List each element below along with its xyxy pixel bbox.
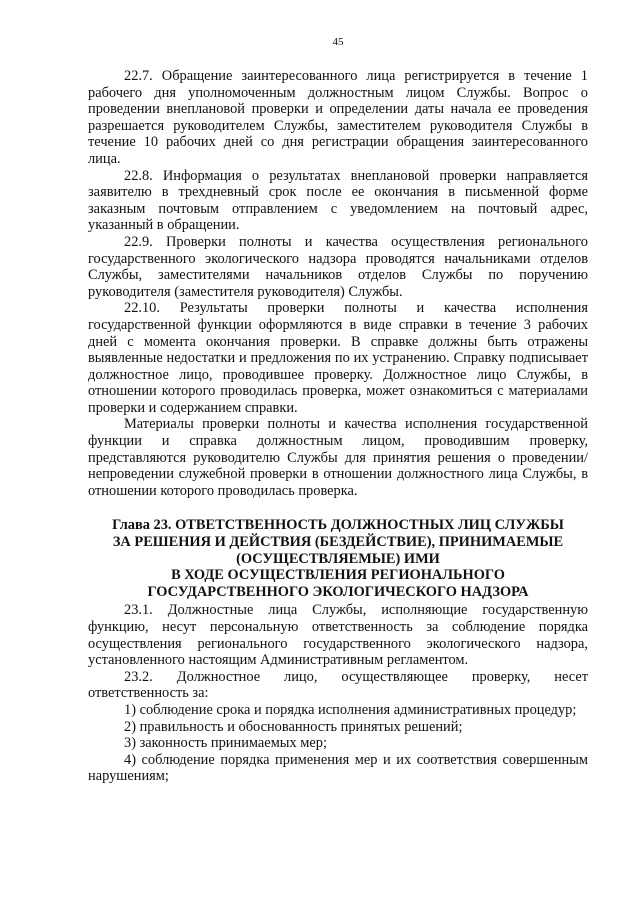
list-item-2: 2) правильность и обоснованность принятых решений; [124,718,463,735]
paragraph-23-1: 23.1. Должностные лица Службы, исполняющие государственную функцию, несут персональную ответственность за соблюдение порядка осуществления регионального государственного экологического надзора, установленного настоящим Административным регламентом. [88,602,588,669]
paragraph-22-10: 22.10. Результаты проверки полноты и качества исполнения государственной функции оформляются в виде справки в течение 3 рабочих дней с момента окончания проверки. В справке должны быть отражены выявленные недостатки и предложения по их устранению. Справку подписывает должностное лицо, проводившее проверку. Должностное лицо Службы, в отношении которого проводилась проверка, может ознакомиться с материалами проверки и содержанием справки. [88,300,588,416]
paragraph-22-9: 22.9. Проверки полноты и качества осуществления регионального государственного экологического надзора проводятся начальниками отделов Службы, заместителями начальников отделов Службы по поручению руководителя (заместителя руководителя) Службы. [88,233,588,300]
chapter-heading-line: ГОСУДАРСТВЕННОГО ЭКОЛОГИЧЕСКОГО НАДЗОРА [147,583,529,600]
chapter-heading [88,517,588,600]
paragraph-22-8: 22.8. Информация о результатах внеплановой проверки направляется заявителю в трехдневный срок после ее окончания в письменной форме заказным почтовым отправлением с уведомлением на почтовый адрес, указанный в обращении. [88,167,588,234]
list-item-1: 1) соблюдение срока и порядка исполнения административных процедур; [124,701,577,718]
page-number: 45 [332,36,344,48]
paragraph-materials: Материалы проверки полноты и качества исполнения государственной функции и справка должностным лицом, проводившим проверку, представляются руководителю Службы для принятия решения о проведении/непроведении служебной проверки в отношении должностного лица Службы, в отношении которого проводилась проверка. [88,416,588,499]
chapter-heading-line: Глава 23. ОТВЕТСТВЕННОСТЬ ДОЛЖНОСТНЫХ ЛИЦ СЛУЖБЫ [112,517,564,534]
chapter-heading-line: (ОСУЩЕСТВЛЯЕМЫЕ) ИМИ [236,550,440,567]
paragraph-22-7: 22.7. Обращение заинтересованного лица регистрируется в течение 1 рабочего дня уполномоченным должностным лицом Службы. Вопрос о проведении внеплановой проверки и определении даты начала ее проведения разрешается руководителем Службы, заместителем руководителя Службы в течение 10 рабочих дней со дня регистрации обращения заинтересованного лица. [88,68,588,167]
chapter-heading-line: ЗА РЕШЕНИЯ И ДЕЙСТВИЯ (БЕЗДЕЙСТВИЕ), ПРИНИМАЕМЫЕ [112,534,564,551]
chapter-heading-line: В ХОДЕ ОСУЩЕСТВЛЕНИЯ РЕГИОНАЛЬНОГО [171,567,505,584]
list-item-3: 3) законность принимаемых мер; [124,735,327,752]
paragraph-23-2: 23.2. Должностное лицо, осуществляющее проверку, несет ответственность за: [88,668,588,702]
list-item-4: 4) соблюдение порядка применения мер и их соответствия совершенным нарушениям; [88,751,588,785]
